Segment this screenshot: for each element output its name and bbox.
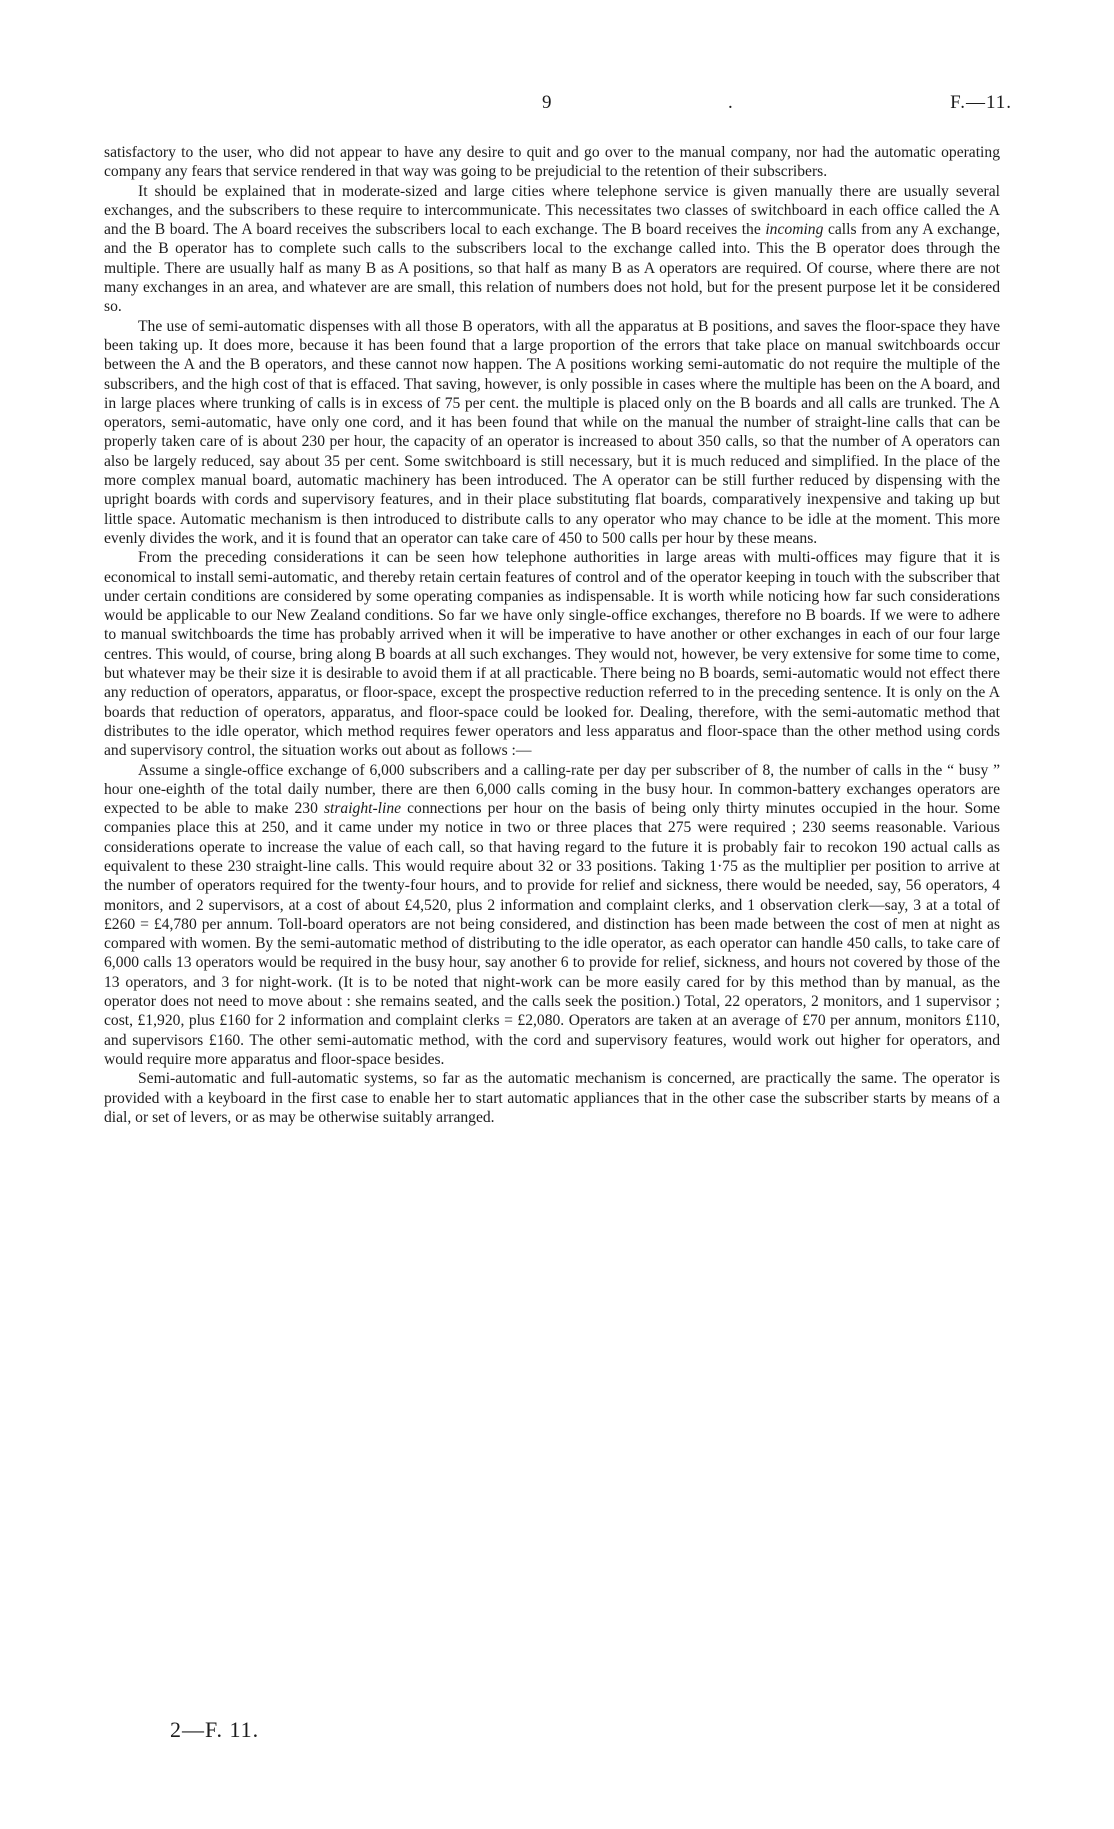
paragraph-2-part-1: It should be explained that in moderate-sized and large cities where telephone service is given manually there are usually several exchanges, and the subscribers to these require to intercommunicate. This necessitates two classes of switchboard in each office called the A and the B board. The A board receives the subscribers local to each exchange. The B board receives the: [104, 182, 1000, 239]
paragraph-5: [104, 761, 1000, 1070]
paragraph-1: satisfactory to the user, who did not appear to have any desire to quit and go over to the manual company, nor had the automatic operating company any fears that service rendered in that way was going to be prejudicial to the retention of their subscribers.: [104, 144, 1000, 181]
paragraph-5-part-1: Assume a single-office exchange of 6,000 subscribers and a calling-rate per day per subscriber of 8, the number of calls in the “ busy ” hour one-eighth of the total daily number, there are then 6,000 calls coming in the busy hour. In common-battery exchanges operators are expected to be able to make 230: [104, 761, 1000, 818]
paragraph-5-emphasis: straight-line: [323, 800, 402, 818]
paragraph-3: The use of semi-automatic dispenses with all those B operators, with all the apparatus at B positions, and saves the floor-space they have been taking up. It does more, because it has been found that a large proportion of the errors that take place on manual switchboards occur between the A and the B operators, and these cannot now happen. The A positions working semi-automatic do not require the multiple of the subscribers, and the high cost of that is effaced. That saving, however, is only possible in cases where the multiple has been on the A board, and in large places where trunking of calls is in excess of 75 per cent. the multiple is placed only on the B boards and all calls are trunked. The A operators, semi-automatic, have only one cord, and it has been found that while on the manual the number of straight-line calls that can be properly taken care of is about 230 per hour, the capacity of an operator is increased to about 350 calls, so that the number of A operators can also be largely reduced, say about 35 per cent. Some switchboard is still necessary, but it is much reduced and simplified. In the place of the more complex manual board, automatic machinery has been introduced. The A operator can be still further reduced by dispensing with the upright boards with cords and supervisory features, and in their place substituting flat boards, comparatively inexpensive and taking up but little space. Automatic mechanism is then introduced to distribute calls to any operator who may chance to be idle at the moment. This more evenly divides the work, and it is found that an operator can take care of 450 to 500 calls per hour by these means.: [104, 317, 1000, 547]
document-reference: F.—11.: [950, 92, 1012, 113]
page-header: [104, 92, 1012, 122]
paragraph-2-part-2: calls from any A exchange, and the B operator has to complete such calls to the subscribers local to the exchange called into. This the B operator does through the multiple. There are usually half as many B as A positions, so that half as many B as A operators are required. Of course, where there are not many exchanges in an area, and whatever are are small, this relation of numbers does not hold, but for the present purpose let it be considered so.: [104, 221, 1000, 316]
printer-signature: 2—F. 11.: [170, 1717, 260, 1742]
paragraph-5-part-2: connections per hour on the basis of being only thirty minutes occupied in the hour. Some companies place this at 250, and it came under my notice in two or three places that 275 were required ; 230 seems reasonable. Various considerations operate to increase the value of each call, so that having regard to the future it is probably fair to recokon 190 actual calls as equivalent to these 230 straight-line calls. This would require about 32 or 33 positions. Taking 1·75 as the multiplier per position to arrive at the number of operators required for the twenty-four hours, and to provide for relief and sickness, there would be needed, say, 56 operators, 4 monitors, and 2 supervisors, at a cost of about £4,520, plus 2 information and complaint clerks, and 1 observation clerk—say, 3 at a total of £260 = £4,780 per annum. Toll-board operators are not being considered, and distinction has been made between the cost of men at night as compared with women. By the semi-automatic method of distributing to the idle operator, as each operator can handle 450 calls, to take care of 6,000 calls 13 operators would be required in the busy hour, say another 6 to provide for relief, sickness, and hours not covered by those of the 13 operators, and 3 for night-work. (It is to be noted that night-work can be more easily cared for by this method than by manual, as the operator does not need to move about : she remains seated, and the calls seek the position.) Total, 22 operators, 2 monitors, and 1 supervisor ; cost, £1,920, plus £160 for 2 information and complaint clerks = £2,080. Operators are taken at an average of £70 per annum, monitors £110, and supervisors £160. The other semi-automatic method, with the cord and supervisory features, would work out higher for operators, and would require more apparatus and floor-space besides.: [104, 800, 1000, 1068]
paragraph-2-emphasis: incoming: [765, 221, 824, 239]
paragraph-4: From the preceding considerations it can be seen how telephone authorities in large areas with multi-offices may figure that it is economical to install semi-automatic, and thereby retain certain features of control and of the operator keeping in touch with the subscriber that under certain conditions are considered by some operating companies as indispensable. It is worth while noticing how far such considerations would be applicable to our New Zealand conditions. So far we have only single-office exchanges, therefore no B boards. If we were to adhere to manual switchboards the time has probably arrived when it will be imperative to have another or other exchanges in each of our four large centres. This would, of course, bring along B boards at all such exchanges. They would not, however, be very extensive for some time to come, but whatever may be their size it is desirable to avoid them if at all practicable. There being no B boards, semi-automatic would not effect there any reduction of operators, apparatus, or floor-space, except the prospective reduction referred to in the preceding sentence. It is only on the A boards that reduction of operators, apparatus, and floor-space could be looked for. Dealing, therefore, with the semi-automatic method that distributes to the idle operator, which method requires fewer operators and less apparatus and floor-space than the other method using cords and supervisory control, the situation works out about as follows :—: [104, 549, 1000, 760]
paragraph-6: Semi-automatic and full-automatic systems, so far as the automatic mechanism is concerned, are practically the same. The operator is provided with a keyboard in the first case to enable her to start automatic appliances that in the other case the subscriber starts by means of a dial, or set of levers, or as may be otherwise suitably arranged.: [104, 1070, 1000, 1126]
paragraph-2: [104, 182, 1000, 317]
header-dot: .: [728, 92, 733, 113]
page-number: 9: [542, 92, 552, 113]
body-text: [104, 143, 1000, 1127]
